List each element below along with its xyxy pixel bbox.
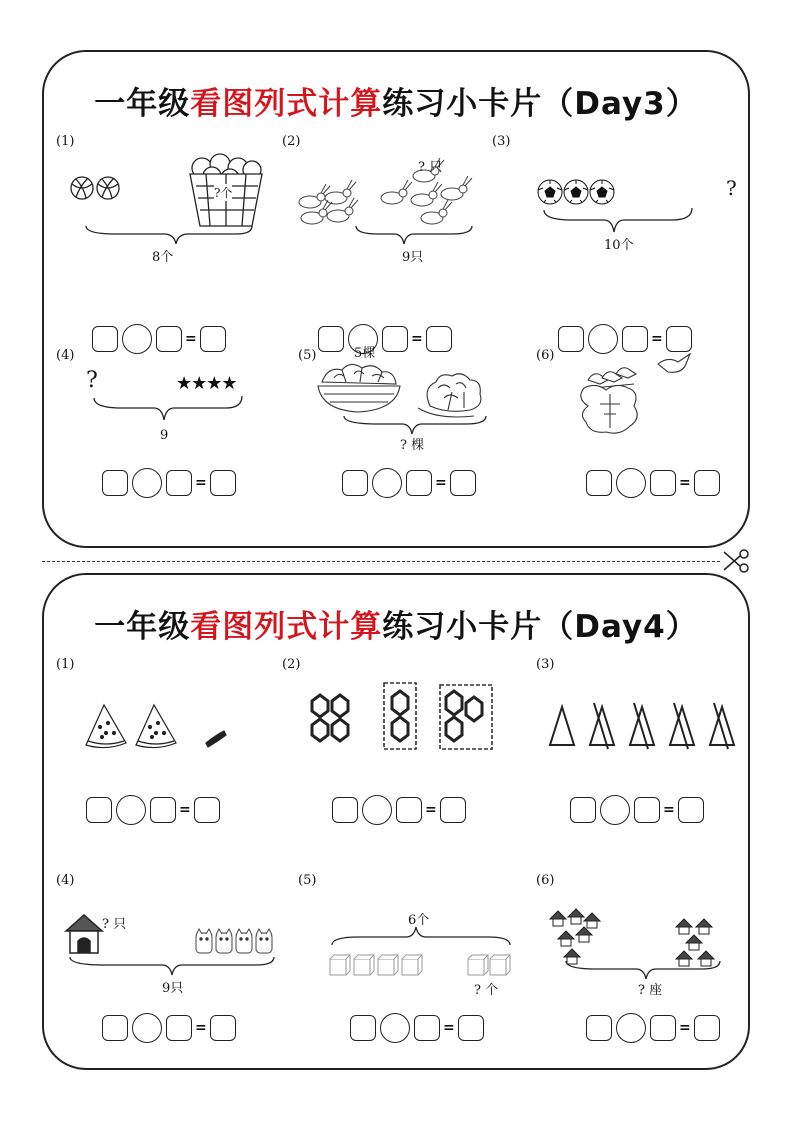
answer-box[interactable] <box>150 797 176 823</box>
answer-box[interactable] <box>634 797 660 823</box>
equals-sign: = <box>195 1020 207 1036</box>
volleyball-icon <box>56 134 292 254</box>
equals-sign: = <box>435 475 447 491</box>
title-highlight: 看图列式计算 <box>190 86 383 122</box>
result-box[interactable] <box>678 797 704 823</box>
answer-box[interactable] <box>650 1015 676 1041</box>
problem-number: (4) <box>56 873 75 888</box>
answer-box[interactable] <box>650 470 676 496</box>
unknown-label: ? 棵 <box>400 438 425 453</box>
total-label: 9 <box>160 428 169 443</box>
title-prefix: 一年级 <box>94 609 191 645</box>
operator-circle[interactable] <box>372 468 402 498</box>
watermelon-icon <box>56 657 292 767</box>
answer-equation[interactable] <box>570 795 704 825</box>
operator-circle[interactable] <box>132 468 162 498</box>
equals-sign: = <box>411 331 423 347</box>
operator-circle[interactable] <box>362 795 392 825</box>
operator-circle[interactable] <box>132 1013 162 1043</box>
total-label: 8个 <box>152 250 174 265</box>
problem-4 <box>56 348 292 548</box>
operator-circle[interactable] <box>616 468 646 498</box>
card-title <box>44 78 748 123</box>
answer-box[interactable] <box>350 1015 376 1041</box>
result-box[interactable] <box>194 797 220 823</box>
total-label: 9只 <box>402 250 424 265</box>
answer-equation[interactable] <box>86 795 220 825</box>
answer-box[interactable] <box>342 470 368 496</box>
result-box[interactable] <box>694 470 720 496</box>
doghouse-icon <box>56 873 292 983</box>
answer-box[interactable] <box>586 1015 612 1041</box>
answer-equation[interactable] <box>102 468 236 498</box>
result-box[interactable] <box>440 797 466 823</box>
problem-2 <box>282 657 518 857</box>
answer-equation[interactable] <box>586 468 720 498</box>
answer-box[interactable] <box>414 1015 440 1041</box>
equals-sign: = <box>443 1020 455 1036</box>
answer-box[interactable] <box>102 1015 128 1041</box>
total-label: 6个 <box>408 913 430 928</box>
answer-box[interactable] <box>586 470 612 496</box>
answer-equation[interactable] <box>102 1013 236 1043</box>
title-suffix: 练习小卡片（Day4） <box>382 609 698 645</box>
total-label: 10个 <box>604 238 634 253</box>
unknown-label: ? 只 <box>418 160 443 175</box>
problem-1 <box>56 134 292 347</box>
problem-number: (4) <box>56 348 75 363</box>
tree-icon <box>581 385 637 433</box>
star-icon <box>56 348 292 458</box>
scissors-icon <box>722 548 750 574</box>
result-box[interactable] <box>210 470 236 496</box>
cabbage-icon <box>418 374 481 417</box>
problem-3 <box>536 657 772 857</box>
result-box[interactable] <box>210 1015 236 1041</box>
answer-equation[interactable] <box>332 795 466 825</box>
problem-4 <box>56 873 292 1073</box>
unknown-label: ? <box>86 368 98 393</box>
problem-number: (1) <box>56 657 75 672</box>
result-box[interactable] <box>458 1015 484 1041</box>
title-prefix: 一年级 <box>94 86 191 122</box>
problem-number: (6) <box>536 348 555 363</box>
unknown-label: ? <box>726 176 737 200</box>
equals-sign: = <box>195 475 207 491</box>
unknown-label: ? 座 <box>638 983 663 998</box>
problem-number: (3) <box>536 657 555 672</box>
problem-number: (2) <box>282 134 301 149</box>
equals-sign: = <box>185 331 197 347</box>
problem-2 <box>282 134 518 347</box>
operator-circle[interactable] <box>380 1013 410 1043</box>
unknown-label: ? 个 <box>474 983 499 998</box>
equals-sign: = <box>679 1020 691 1036</box>
answer-box[interactable] <box>102 470 128 496</box>
problem-number: (2) <box>282 657 301 672</box>
practice-card-day4 <box>42 573 750 1070</box>
title-highlight: 看图列式计算 <box>190 609 383 645</box>
answer-box[interactable] <box>332 797 358 823</box>
equals-sign: = <box>679 475 691 491</box>
answer-equation[interactable] <box>350 1013 484 1043</box>
problem-number: (1) <box>56 134 75 149</box>
answer-box[interactable] <box>86 797 112 823</box>
result-box[interactable] <box>694 1015 720 1041</box>
answer-equation[interactable] <box>586 1013 720 1043</box>
bird-icon <box>536 348 736 458</box>
title-suffix: 练习小卡片（Day3） <box>382 86 698 122</box>
problem-1 <box>56 657 292 857</box>
cube-icon <box>298 873 534 983</box>
cut-line <box>42 561 720 562</box>
equals-sign: = <box>651 331 663 347</box>
problem-number: (5) <box>298 348 317 363</box>
operator-circle[interactable] <box>600 795 630 825</box>
answer-box[interactable] <box>570 797 596 823</box>
problem-6 <box>536 873 772 1073</box>
unknown-label: ? 只 <box>102 917 127 932</box>
total-label: 9只 <box>162 981 184 996</box>
triangle-icon <box>536 657 742 767</box>
problem-number: (3) <box>492 134 511 149</box>
house-icon <box>536 873 742 983</box>
problem-6 <box>536 348 772 548</box>
octagon-icon <box>282 657 518 767</box>
equals-sign: = <box>663 802 675 818</box>
practice-card-day3 <box>42 50 750 548</box>
answer-equation[interactable] <box>342 468 476 498</box>
answer-box[interactable] <box>396 797 422 823</box>
answer-box[interactable] <box>166 470 192 496</box>
card-title <box>44 601 748 646</box>
equals-sign: = <box>425 802 437 818</box>
operator-circle[interactable] <box>616 1013 646 1043</box>
unknown-label: ?个 <box>214 186 233 200</box>
answer-box[interactable] <box>166 1015 192 1041</box>
problem-5 <box>298 348 534 548</box>
part-label: 5棵 <box>354 346 376 361</box>
stars-label: ★★★★ <box>176 373 237 394</box>
problem-number: (5) <box>298 873 317 888</box>
operator-circle[interactable] <box>116 795 146 825</box>
dog-icon <box>196 929 272 953</box>
answer-box[interactable] <box>406 470 432 496</box>
result-box[interactable] <box>450 470 476 496</box>
equals-sign: = <box>179 802 191 818</box>
problem-5 <box>298 873 534 1073</box>
rabbit-icon <box>282 134 518 254</box>
problem-3 <box>492 134 737 347</box>
problem-number: (6) <box>536 873 555 888</box>
